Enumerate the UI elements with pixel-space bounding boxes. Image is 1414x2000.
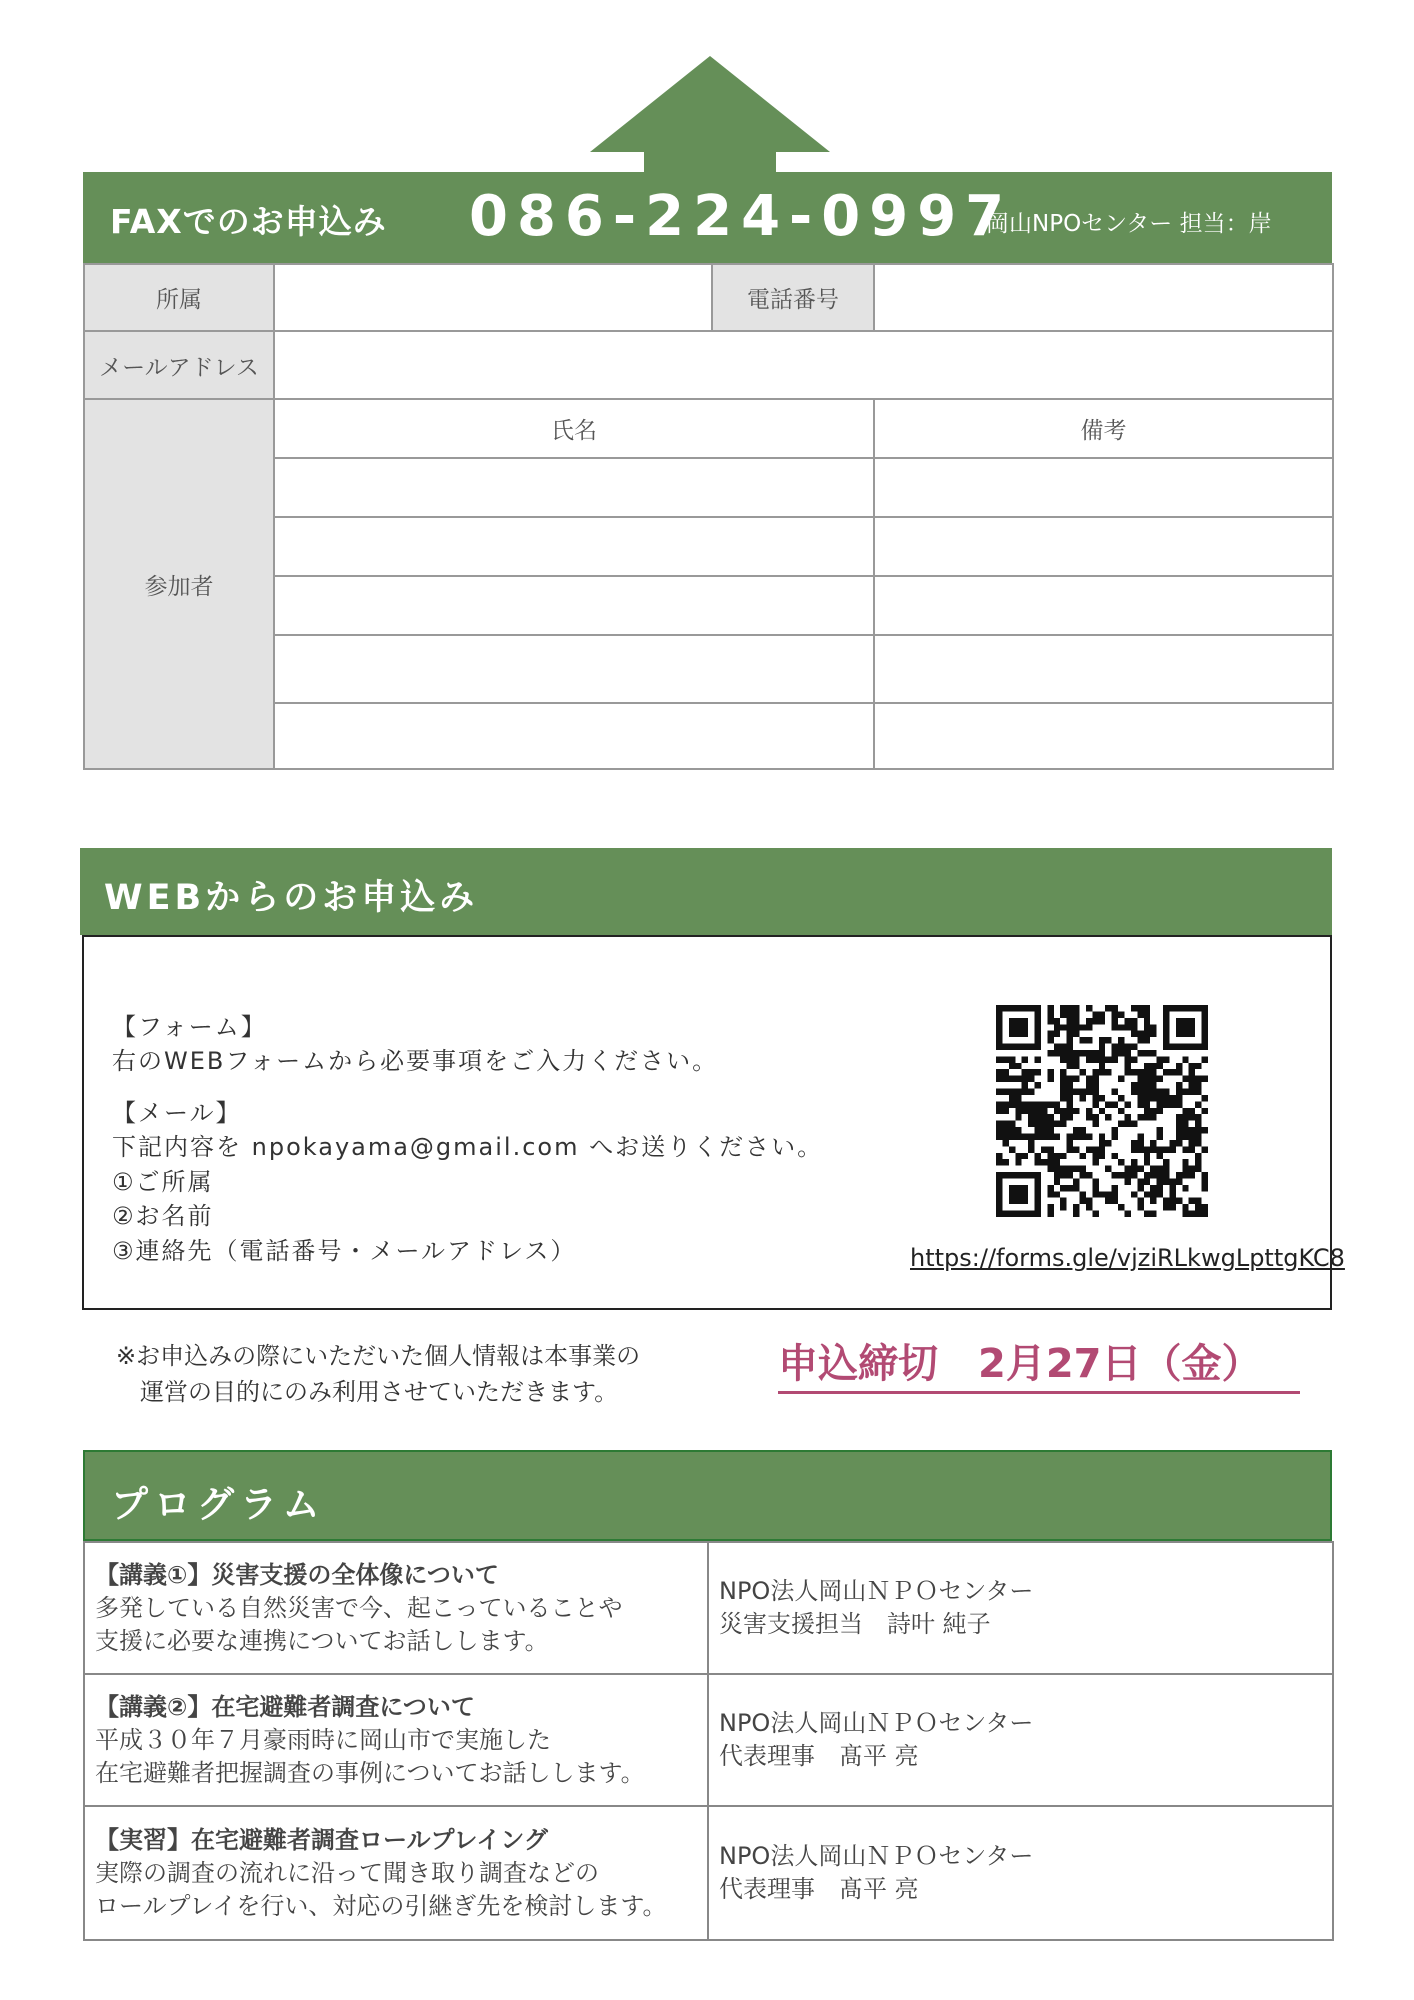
program-row <box>84 1674 1333 1806</box>
participant-name-field[interactable] <box>274 458 874 517</box>
form-heading: 【フォーム】 <box>112 1013 267 1041</box>
participant-name-field[interactable] <box>274 576 874 635</box>
program-title: プログラム <box>111 1483 326 1526</box>
program-speaker-name: 代表理事 髙平 亮 <box>719 1875 919 1903</box>
participant-notes-field[interactable] <box>874 458 1333 517</box>
program-item-desc: 平成３０年７月豪雨時に岡山市で実施した <box>95 1725 551 1754</box>
participant-notes-field[interactable] <box>874 703 1333 769</box>
name-column-header: 氏名 <box>274 399 874 458</box>
program-header <box>83 1450 1332 1541</box>
program-speaker-org: NPO法人岡山ＮＰＯセンター <box>719 1709 1034 1737</box>
program-table <box>83 1541 1334 1941</box>
web-header <box>80 848 1332 935</box>
program-item-title: 【講義②】在宅避難者調査について <box>95 1692 475 1721</box>
mail-heading: 【メール】 <box>112 1099 242 1127</box>
program-description-cell <box>84 1806 708 1940</box>
email-field[interactable] <box>274 331 1333 399</box>
privacy-notice-line2: 運営の目的にのみ利用させていただきます。 <box>140 1378 619 1406</box>
program-item-title: 【講義①】災害支援の全体像について <box>95 1560 499 1589</box>
program-row <box>84 1542 1333 1674</box>
program-item-desc: ロールプレイを行い、対応の引継ぎ先を検討します。 <box>95 1891 667 1920</box>
deadline: 申込締切 2月27日（金） <box>778 1338 1300 1394</box>
mail-instructions: 下記内容を npokayama@gmail.com へお送りください。 <box>112 1133 824 1161</box>
program-item-desc: 支援に必要な連携についてお話しします。 <box>95 1626 549 1655</box>
program-speaker-org: NPO法人岡山ＮＰＯセンター <box>719 1577 1034 1605</box>
affiliation-field[interactable] <box>274 264 712 331</box>
program-speaker-org: NPO法人岡山ＮＰＯセンター <box>719 1842 1034 1870</box>
program-item-title: 【実習】在宅避難者調査ロールプレイング <box>95 1825 548 1854</box>
participants-label: 参加者 <box>84 399 274 769</box>
notes-column-header: 備考 <box>874 399 1333 458</box>
fax-organization: 岡山NPOセンター 担当：岸 <box>986 211 1272 237</box>
phone-label: 電話番号 <box>712 264 874 331</box>
form-url-link[interactable]: https://forms.gle/vjziRLkwgLpttgKC8 <box>910 1244 1345 1272</box>
program-description-cell <box>84 1542 708 1674</box>
program-item-desc: 在宅避難者把握調査の事例についてお話しします。 <box>95 1758 645 1787</box>
affiliation-label: 所属 <box>84 264 274 331</box>
participant-notes-field[interactable] <box>874 517 1333 576</box>
email-label: メールアドレス <box>84 331 274 399</box>
participant-name-field[interactable] <box>274 517 874 576</box>
qr-code-icon[interactable] <box>996 1005 1208 1217</box>
form-instructions: 右のWEBフォームから必要事項をご入力ください。 <box>112 1047 719 1075</box>
participant-name-field[interactable] <box>274 635 874 703</box>
mail-item-affiliation: ①ご所属 <box>112 1168 214 1196</box>
program-speaker-name: 災害支援担当 詩叶 純子 <box>719 1610 991 1638</box>
fax-header <box>83 172 1332 263</box>
fax-title: FAXでのお申込み <box>110 202 387 241</box>
up-arrow-icon <box>590 56 830 174</box>
privacy-notice-line1: ※お申込みの際にいただいた個人情報は本事業の <box>116 1342 641 1370</box>
participant-notes-field[interactable] <box>874 635 1333 703</box>
program-item-desc: 多発している自然災害で今、起こっていることや <box>95 1593 623 1622</box>
fax-number: 086-224-0997 <box>469 184 1014 249</box>
program-row <box>84 1806 1333 1940</box>
web-application-box <box>82 935 1345 1310</box>
program-speaker-name: 代表理事 髙平 亮 <box>719 1742 919 1770</box>
program-speaker-cell <box>708 1542 1333 1674</box>
program-speaker-cell <box>708 1806 1333 1940</box>
mail-item-contact: ③連絡先（電話番号・メールアドレス） <box>112 1237 577 1265</box>
web-title: WEBからのお申込み <box>104 878 479 918</box>
program-speaker-cell <box>708 1674 1333 1806</box>
participant-notes-field[interactable] <box>874 576 1333 635</box>
program-item-desc: 実際の調査の流れに沿って聞き取り調査などの <box>95 1858 599 1887</box>
participant-name-field[interactable] <box>274 703 874 769</box>
phone-field[interactable] <box>874 264 1333 331</box>
fax-form-table <box>83 263 1334 770</box>
program-description-cell <box>84 1674 708 1806</box>
mail-item-name: ②お名前 <box>112 1202 214 1230</box>
